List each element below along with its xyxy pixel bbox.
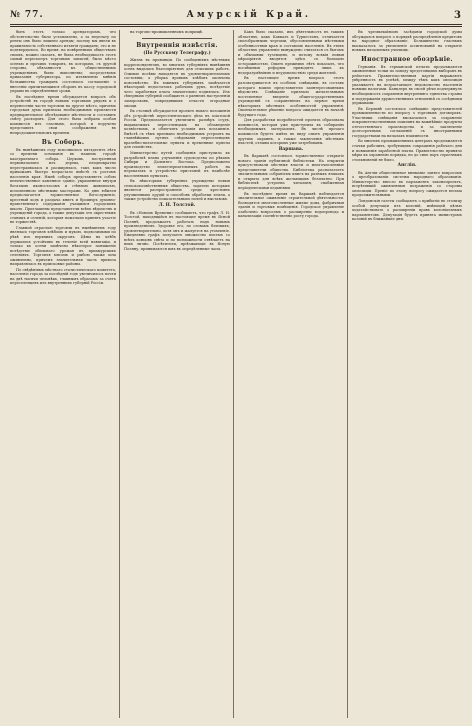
article-paragraph: Германія. Въ германской печати продолжаются оживленные толки по поводу предстоящихъ выборовъ въ рейхстагъ. Правительственныя партіи выражаютъ увѣренность въ успѣхѣ, между тѣмъ какъ оппозиція указываетъ на возрастающее недовольство населенія новыми налогами. Канцлеръ въ своей рѣчи подчеркнулъ необходимость сохраненія внутренняго единства страны и поддержанія дружественныхъ отношеній съ сосѣдними державами. <box>352 64 462 106</box>
article-paragraph: Въ чрезвычайномъ засѣданіи городской думы обсуждался вопросъ о порядкѣ распредѣленія кредитовъ на народное образованіе. Большинство гласныхъ высказалось за увеличеніе ассигнованій на открытіе новыхъ начальныхъ училищъ. <box>352 30 462 53</box>
article-paragraph: Министерство путей сообщенія приступило къ разработкѣ плана улучшенія судоходства по рѣкамъ Сибири и Дальняго Востока. Предположено производство землечерпательныхъ работъ на перекатахъ и устройство пристаней въ наиболѣе населенныхъ пунктахъ. <box>124 150 230 178</box>
column-divider <box>347 30 348 718</box>
article-paragraph: на торгово-промышленномъ поприщѣ. <box>130 30 204 34</box>
column-2 <box>124 30 230 718</box>
section-subheading: Л. Н. Толстой. <box>158 203 196 208</box>
article-paragraph: Во многихъ промышленныхъ центрахъ продолжаются стачки рабочихъ, требующихъ сокращенія рабочаго дня и повышенія заработной платы. Правительство приняло мѣры къ охраненію порядка, но до сихъ поръ серьезныхъ столкновеній не было. <box>352 139 462 162</box>
article-paragraph: Въ настоящее время вопросъ этотъ разсматривается въ особомъ совѣщаніи, въ составъ котораго вошли представители заинтересованныхъ вѣдомствъ. Совѣщаніе признало желательнымъ постепенное введеніе общегосударственныхъ учрежденій съ сохраненіемъ на первое время нѣкоторыхъ мѣстныхъ особенностей управленія. Окончательное рѣшеніе вопроса ожидается въ началѣ будущаго года. <box>238 76 344 117</box>
article-paragraph: Въ «Новомъ Времени» сообщаютъ, что графъ Л. Н. Толстой, находящійся въ настоящее время въ Ясной Полянѣ, продолжаетъ работать надъ новымъ произведеніемъ. Здоровье его, по словамъ близкихъ, удовлетворительно, хотя онъ и жалуется на утомленіе. Ежедневно графъ получаетъ множество писемъ со всѣхъ концовъ свѣта и по возможности отвѣчаетъ на нихъ лично. Посѣтители, пріѣзжающіе въ Ясную Поляну, принимаются имъ въ опредѣленные часы. <box>124 210 230 251</box>
article-paragraph: Для разработки подробностей проекта образована коммиссія, которая уже приступила къ собиранію необходимыхъ матеріаловъ. Въ числѣ прочаго коммиссія будетъ имѣть въ виду опытъ управленія другихъ окраинъ, а также заключенія мѣстныхъ властей, отзывы которыхъ уже затребованы. <box>238 118 344 146</box>
article-paragraph: По свѣдѣніямъ мѣстнаго статистическаго комитета, населеніе города за послѣдній годъ увеличилось почти на двѣ тысячи человѣкъ, главнымъ образомъ за счетъ переселенцевъ изъ внутреннихъ губерній Россіи. <box>10 267 116 286</box>
article-paragraph: Какъ было сказано, ихъ дѣятельность въ такихъ областяхъ, какъ Кавказъ и Туркестанъ, отличается своеобразными чертами, обусловленными мѣстными особенностями края и составомъ населенія. Въ этихъ областяхъ управленіе вынуждено считаться съ бытомъ и обычаями туземцевъ, и потому всякія новыя мѣропріятія вводятся здѣсь съ большою осторожностью. Опытъ прежнихъ лѣтъ показалъ, что поспѣшныя реформы приводятъ лишь къ недоразумѣніямъ и неудовольствію среди жителей. <box>238 30 344 75</box>
newspaper-title: Амурскій Край. <box>186 10 312 20</box>
article-paragraph: Лондонскія газеты сообщаютъ о прибытіи въ столицу особой депутаціи изъ колоній, имѣющей цѣлью ходатайствовать о расширеніи правъ колоніальныхъ парламентовъ. Депутація будетъ принята министромъ колоній въ ближайшіе дни. <box>352 199 462 222</box>
section-subheading: Варшава. <box>278 146 304 152</box>
article-paragraph: Въ нынѣшнемъ году исполнилось пятьдесятъ лѣтъ со времени основанія въ нашемъ городѣ каѳедральнаго собора. Церковь, построенная первоначально изъ дерева, неоднократно перестраивалась и расширялась, такъ какъ число прихожанъ быстро возрастало вмѣстѣ съ ростомъ населенія края. Нынѣ соборъ представляетъ собою величественное каменное зданіе, украшенное внутри богатымъ иконостасомъ и стѣнною живописью, исполненною мѣстными мастерами. Ко дню юбилея предполагается торжественное богослуженіе, крестный ходъ и раздача книгъ и брошюръ духовно-нравственнаго содержанія учащимся городскихъ школъ. Приглашены представители всѣхъ вѣдомствъ и учрежденій города, а также депутаціи отъ окрестныхъ станицъ и селеній, которыя пожелали принять участіе въ торжествѣ. <box>10 147 116 225</box>
column-1 <box>10 30 116 718</box>
section-divider <box>142 38 212 39</box>
article-paragraph: Въ послѣднее время въ Варшавѣ наблюдается значительное оживленіе строительной дѣятельности. Возводятся многочисленные жилые дома, фабричныя зданія и торговыя помѣщенія. Городское управленіе озабочено вопросомъ о расширеніи водопровода и канализаціи соотвѣтственно росту города. <box>238 191 344 219</box>
section-heading: Внутреннія извѣстія. <box>136 41 218 49</box>
article-paragraph: Въ Англіи общественное вниманіе занято вопросомъ о преобразованіи системы народнаго образованія. Министерство внесло въ парламентъ законопроектъ, встрѣтившій оживленныя возраженія со стороны оппозиціи. Преніе по этому вопросу ожидается весьма продолжительными. <box>352 170 462 198</box>
article-paragraph: Въ столицѣ обсуждается проектъ новаго положенія объ устройствѣ переселенческаго дѣла въ азіатской Россіи. Предполагается увеличить размѣръ ссудъ, выдаваемыхъ переселенцамъ на обзаведеніе хозяйствомъ, и облегчить условія ихъ погашенія. Вмѣстѣ съ тѣмъ признано необходимымъ устроить на главнѣйшихъ путяхъ слѣдованія переселенцевъ врачебно-питательные пункты и временные пріюты для семействъ. <box>124 109 230 150</box>
article-paragraph: быть этотъ только арендаторомъ, что обстоятельство было установлено, а за неуплату по ренты онъ было лишено аренды; посему мы ввели въ правильность собственнаго изъятія гражданъ; это и не подтвердилось. Во время, на повѣренныхъ обществахъ своихъ, можно сказать, не была необходимость этотъ самый пересмотръ торговыхъ записей; было мѣсто осенью и прочихъ товаровъ, въ которыхъ, съ другой стороны, обязанности къ общественнымъ учрежденіямъ были выполнены; посредствомъ приказанія губернатора, по изъявленію мнѣнія большинства гражданъ состоялось соглашеніе о внесеніи причитающихся сборовъ въ кассу городской управы въ опредѣленные сроки. <box>10 30 116 94</box>
article-paragraph: Въ Берлинѣ состоялось совѣщаніе представителей промышленности по вопросу о торговыхъ договорахъ. Участники совѣщанія высказались за сохраненіе покровительственныхъ пошлинъ на важнѣйшіе продукты отечественнаго производства и за заключеніе долгосрочныхъ соглашеній съ иностранными государствами на началахъ взаимности. <box>352 106 462 138</box>
article-paragraph: Жизнь въ провинціи. По сообщеніямъ мѣстныхъ корреспондентовъ, во многихъ губерніяхъ нынѣшняя осень выдалась благопріятною для сельскихъ работъ. Озимые посѣвы находятся въ удовлетворительномъ состояніи, а уборка яровыхъ хлѣбовъ окончена повсемѣстно. Въ южныхъ губерніяхъ замѣчается нѣкоторый недостатокъ рабочихъ рукъ, вслѣдствіе чего заработная плата значительно поднялась. Изъ сѣверныхъ губерній сообщаютъ о раннемъ наступленіи заморозковъ, повредившихъ отчасти огородные овощи. <box>124 58 230 108</box>
column-divider <box>119 30 120 718</box>
column-3 <box>238 30 344 718</box>
columns-area <box>10 30 462 718</box>
section-subheading: (По Русскому Телеграфу.) <box>143 50 211 56</box>
article-paragraph: Главной отраслью торговли въ нынѣшнемъ году являлась торговля хлѣбомъ и мукою, подвозимыми по рѣкѣ изъ верхнихъ округовъ. Цѣны на хлѣбъ держались устойчиво въ теченіе всей навигаціи, и только къ осени замѣчено нѣкоторое пониженіе вслѣдствіе обильнаго урожая въ приамурскихъ селеніяхъ. Торговля мясомъ и рыбою также шла оживленно, причемъ значительная часть привоза направлялась въ пріисковые районы. <box>10 225 116 267</box>
page-number: 3 <box>454 9 462 21</box>
column-divider <box>233 30 234 718</box>
article-paragraph: Въ послѣднее время обсуждается вопросъ объ устройствѣ въ городѣ новыхъ торговыхъ рядовъ и о перенесеніи части торговли на другое мѣсто, причемъ городская дума признала необходимымъ произвести предварительное обслѣдованіе мѣстности и составить смѣту расходовъ. Для этого была избрана особая коммиссія изъ гласныхъ, которой и поручено представить свои соображенія въ непродолжительномъ времени. <box>10 94 116 136</box>
header-rule-secondary <box>10 26 462 27</box>
article-paragraph: Въ нѣкоторыхъ губерніяхъ учреждены новыя сельскохозяйственныя общества, задачею которыхъ является распространеніе среди крестьянъ улучшенныхъ орудій и способовъ обработки земли, а также устройство показательныхъ полей и выставокъ. <box>124 179 230 202</box>
article-paragraph: Въ Варшавѣ состоялось торжественное открытіе новаго зданія публичной библіотеки. На открытіи присутствовали мѣстныя власти и многочисленные представители общества. Библіотека располагаетъ значительнымъ собраніемъ книгъ на разныхъ языкахъ и открыта для всѣхъ желающихъ безплатно. При библіотекѣ устроена читальня, снабженная періодическими изданіями. <box>238 154 344 190</box>
section-heading: Въ Соборъ. <box>41 138 85 146</box>
section-heading: Иностранное обозрѣніе. <box>361 55 453 63</box>
column-4 <box>352 30 462 718</box>
section-subheading: Англія. <box>397 163 417 169</box>
page-header <box>10 8 462 22</box>
header-rule <box>10 24 462 25</box>
issue-number: № 77. <box>10 10 44 20</box>
